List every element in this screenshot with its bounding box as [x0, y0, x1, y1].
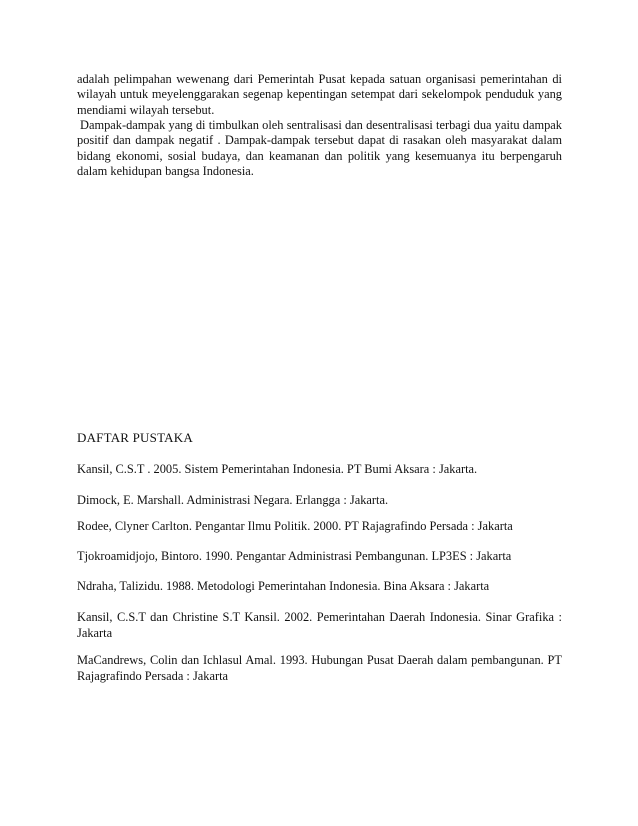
reference-item: Kansil, C.S.T dan Christine S.T Kansil. 2002. Pemerintahan Daerah Indonesia. Sinar Grafika : Jakarta — [77, 610, 562, 640]
body-paragraph-2-text: Dampak-dampak yang di timbulkan oleh sentralisasi dan desentralisasi terbagi dua yaitu dampak positif dan dampak negatif . Dampak-dampak tersebut dapat di rasakan oleh masyarakat dalam bidang ekonomi, sosial budaya, dan keamanan dan politik yang kesemuanya itu berpengaruh dalam kehidupan bangsa Indonesia. — [77, 118, 562, 179]
reference-item: Rodee, Clyner Carlton. Pengantar Ilmu Politik. 2000. PT Rajagrafindo Persada : Jakarta — [77, 519, 513, 533]
body-paragraph-1: adalah pelimpahan wewenang dari Pemerintah Pusat kepada satuan organisasi pemerintahan di wilayah untuk meyelenggarakan segenap kepentingan setempat dari sekelompok penduduk yang mendiami wilayah tersebut. — [77, 72, 562, 117]
reference-item: Kansil, C.S.T . 2005. Sistem Pemerintahan Indonesia. PT Bumi Aksara : Jakarta. — [77, 462, 478, 476]
reference-item: Dimock, E. Marshall. Administrasi Negara. Erlangga : Jakarta. — [77, 493, 389, 507]
references-heading: DAFTAR PUSTAKA — [77, 430, 193, 445]
reference-item: Ndraha, Talizidu. 1988. Metodologi Pemerintahan Indonesia. Bina Aksara : Jakarta — [77, 579, 490, 593]
reference-item: Tjokroamidjojo, Bintoro. 1990. Pengantar Administrasi Pembangunan. LP3ES : Jakarta — [77, 549, 512, 563]
body-paragraph-2 — [77, 118, 562, 180]
reference-item: MaCandrews, Colin dan Ichlasul Amal. 1993. Hubungan Pusat Daerah dalam pembangunan. PT Rajagrafindo Persada : Jakarta — [77, 653, 562, 683]
